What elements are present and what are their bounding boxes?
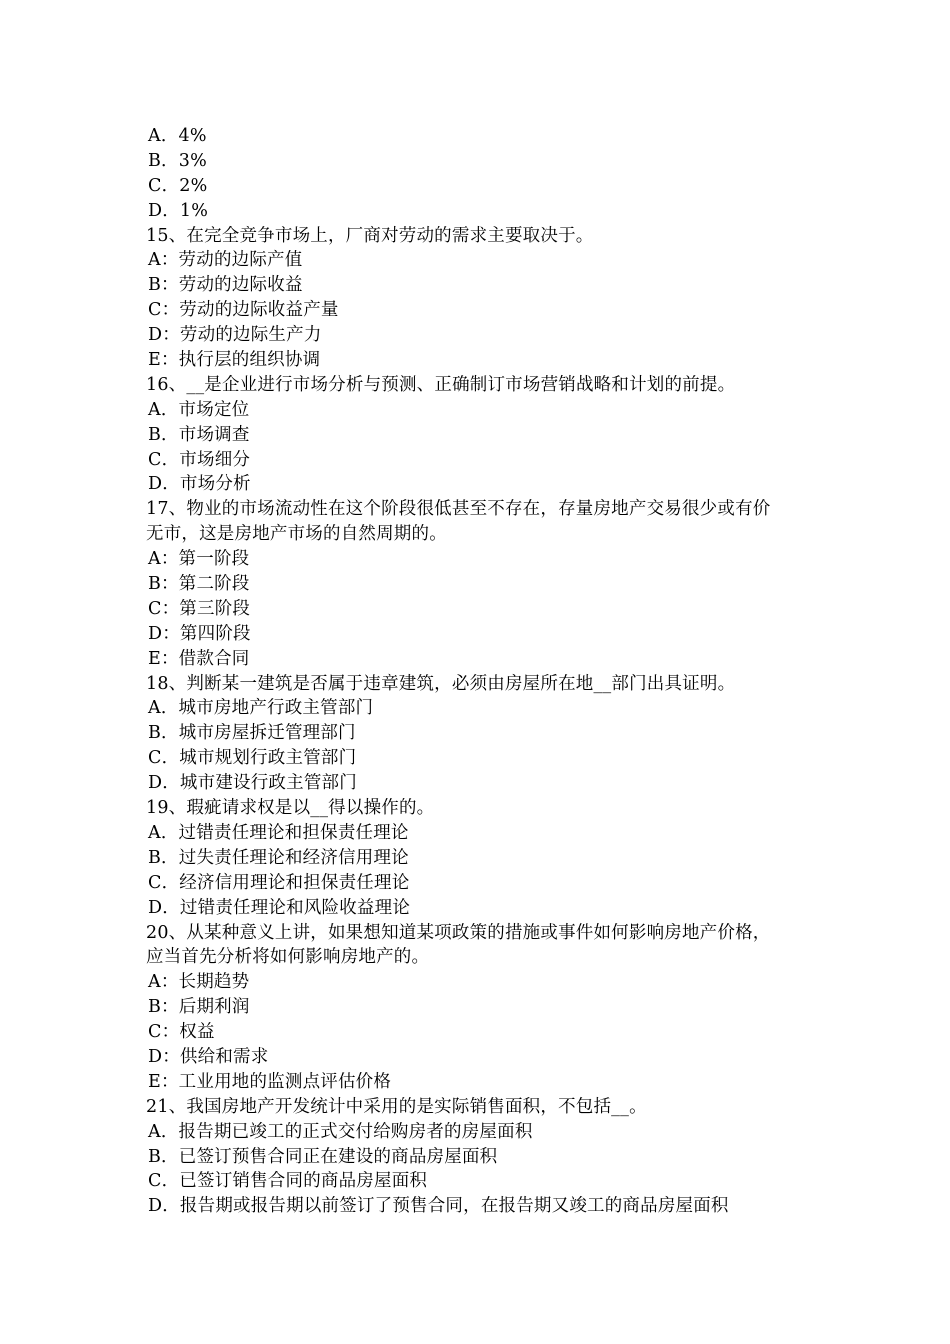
answer-option: B．城市房屋拆迁管理部门: [148, 723, 356, 744]
answer-option: B：劳动的边际收益: [148, 275, 303, 296]
document-page: [0, 124, 950, 1219]
answer-option: B：第二阶段: [148, 574, 250, 595]
question-text: 17、物业的市场流动性在这个阶段很低甚至不存在，存量房地产交易很少或有价: [146, 499, 771, 520]
answer-option: E：执行层的组织协调: [148, 350, 321, 371]
question-text: 无市，这是房地产市场的自然周期的。: [146, 524, 447, 545]
answer-option: A：长期趋势: [148, 972, 250, 993]
answer-option: B．过失责任理论和经济信用理论: [148, 847, 409, 868]
question-text: 16、__是企业进行市场分析与预测、正确制订市场营销战略和计划的前提。: [146, 374, 736, 395]
question-text: 20、从某种意义上讲，如果想知道某项政策的措施或事件如何影响房地产价格，: [146, 922, 771, 943]
answer-option: C：第三阶段: [148, 598, 251, 619]
answer-option: C．2%: [148, 175, 208, 196]
answer-option: E：借款合同: [148, 648, 250, 669]
answer-option: B．3%: [148, 150, 207, 171]
answer-option: D．市场分析: [148, 474, 251, 495]
answer-option: C．市场细分: [148, 449, 251, 470]
answer-option: D：供给和需求: [148, 1046, 269, 1067]
answer-option: C：权益: [148, 1022, 215, 1043]
question-text: 18、判断某一建筑是否属于违章建筑，必须由房屋所在地__部门出具证明。: [146, 673, 736, 694]
answer-option: A．过错责任理论和担保责任理论: [148, 822, 409, 843]
answer-option: C．城市规划行政主管部门: [148, 748, 357, 769]
answer-option: A．城市房地产行政主管部门: [148, 698, 374, 719]
answer-option: D．过错责任理论和风险收益理论: [148, 897, 411, 918]
answer-option: C．已签订销售合同的商品房屋面积: [148, 1171, 428, 1192]
answer-option: C：劳动的边际收益产量: [148, 300, 339, 321]
question-text: 21、我国房地产开发统计中采用的是实际销售面积，不包括__。: [146, 1096, 647, 1117]
answer-option: C．经济信用理论和担保责任理论: [148, 872, 410, 893]
answer-option: B．已签订预售合同正在建设的商品房屋面积: [148, 1146, 498, 1167]
answer-option: A：劳动的边际产值: [148, 250, 303, 271]
answer-option: D：第四阶段: [148, 623, 251, 644]
question-text: 19、瑕疵请求权是以__得以操作的。: [146, 798, 435, 819]
answer-option: A：第一阶段: [148, 549, 250, 570]
answer-option: B：后期利润: [148, 997, 250, 1018]
answer-option: E：工业用地的监测点评估价格: [148, 1071, 392, 1092]
answer-option: A．市场定位: [148, 399, 250, 420]
question-text: 15、在完全竞争市场上，厂商对劳动的需求主要取决于。: [146, 225, 594, 246]
answer-option: D．报告期或报告期以前签订了预售合同，在报告期又竣工的商品房屋面积: [148, 1196, 729, 1217]
answer-option: D．城市建设行政主管部门: [148, 773, 357, 794]
question-text: 应当首先分析将如何影响房地产的。: [146, 947, 430, 968]
answer-option: A．报告期已竣工的正式交付给购房者的房屋面积: [148, 1121, 533, 1142]
answer-option: B．市场调查: [148, 424, 250, 445]
answer-option: A．4%: [148, 126, 207, 146]
answer-option: D：劳动的边际生产力: [148, 325, 322, 346]
answer-option: D．1%: [148, 200, 209, 221]
